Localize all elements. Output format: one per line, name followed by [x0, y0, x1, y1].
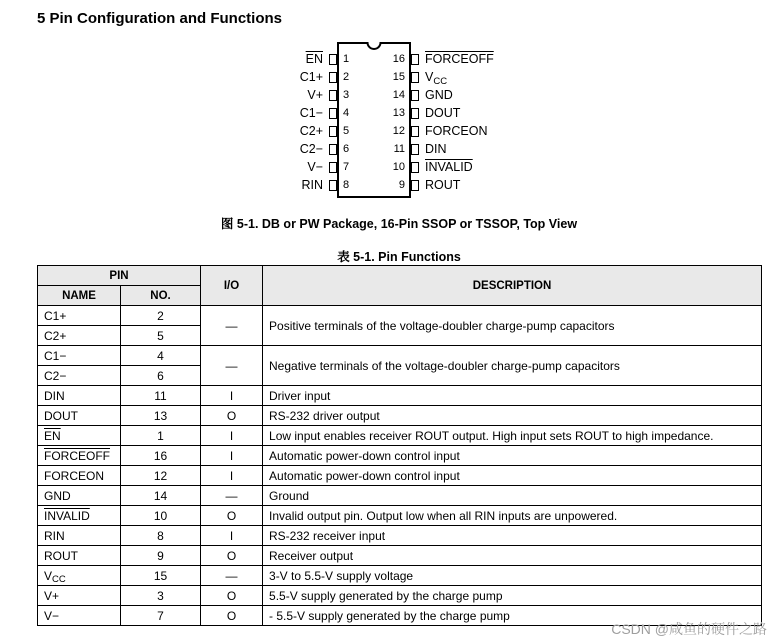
pin-io-cell: I — [201, 386, 263, 406]
header-no: NO. — [121, 286, 201, 306]
pin-io-cell: I — [201, 426, 263, 446]
pin-io-cell: — — [201, 566, 263, 586]
table-row — [38, 446, 762, 466]
pin-name-cell: V− — [38, 606, 121, 626]
pin-number: 6 — [343, 143, 350, 155]
pin-name-cell: $\overline{EN}$ — [38, 426, 121, 446]
pin-desc-cell: Automatic power-down control input — [263, 446, 762, 466]
pin-row — [411, 176, 779, 194]
table-row — [38, 486, 762, 506]
pin-row — [0, 176, 337, 194]
table-row — [38, 406, 762, 426]
table-caption: 表 5-1. Pin Functions — [337, 250, 461, 264]
pin-no-cell: 3 — [121, 586, 201, 606]
right-pin-labels — [411, 50, 779, 194]
pin-no-cell: 5 — [121, 326, 201, 346]
pin-desc-cell: Invalid output pin. Output low when all RIN inputs are unpowered. — [263, 506, 762, 526]
header-description: DESCRIPTION — [263, 266, 762, 306]
pin-name-cell: C2+ — [38, 326, 121, 346]
pin-io-cell: I — [201, 526, 263, 546]
section-title: 5 Pin Configuration and Functions — [37, 10, 282, 27]
pin-row — [0, 140, 337, 158]
table-header-row — [38, 266, 762, 286]
pin-name-cell: RIN — [38, 526, 121, 546]
pin-number: 9 — [398, 179, 405, 191]
pin-row — [0, 86, 337, 104]
pin-row — [411, 50, 779, 68]
pin-no-cell: 13 — [121, 406, 201, 426]
pin-io-cell: I — [201, 446, 263, 466]
pin-label: INVALID — [425, 160, 473, 174]
pin-number: 16 — [392, 53, 405, 65]
pin-no-cell: 12 — [121, 466, 201, 486]
pin-no-cell: 11 — [121, 386, 201, 406]
pin-number: 14 — [392, 89, 405, 101]
pin-stub — [329, 72, 337, 83]
pin-name-cell: FORCEON — [38, 466, 121, 486]
table-row — [38, 526, 762, 546]
pin-io-cell: — — [201, 486, 263, 506]
pin-desc-cell: Low input enables receiver ROUT output. High input sets ROUT to high impedance. — [263, 426, 762, 446]
vcc-subscript: CC — [433, 75, 448, 87]
pin-label: V+ — [307, 88, 323, 102]
pin-row — [411, 122, 779, 140]
pin-label: DOUT — [425, 106, 461, 120]
table-row — [38, 566, 762, 586]
table-row — [38, 306, 762, 326]
pin-name-cell: C2− — [38, 366, 121, 386]
pin-no-cell: 9 — [121, 546, 201, 566]
pin-stub — [411, 162, 419, 173]
pin-desc-cell: Receiver output — [263, 546, 762, 566]
pin-io-cell: O — [201, 406, 263, 426]
pin-no-cell: 10 — [121, 506, 201, 526]
pin-io-cell: — — [201, 346, 263, 386]
pin-row — [0, 50, 337, 68]
pin-row — [411, 104, 779, 122]
table-row — [38, 346, 762, 366]
pin-label: V− — [307, 160, 323, 174]
pin-no-cell: 16 — [121, 446, 201, 466]
pin-stub — [411, 180, 419, 191]
pin-label: C1+ — [299, 70, 323, 84]
pin-io-cell: I — [201, 466, 263, 486]
pin-desc-cell: Ground — [263, 486, 762, 506]
pin-io-cell: O — [201, 546, 263, 566]
pin-stub — [411, 54, 419, 65]
pin-io-cell: O — [201, 586, 263, 606]
right-pin-numbers — [337, 50, 405, 194]
pin-desc-cell: - 5.5-V supply generated by the charge pump — [263, 606, 762, 626]
pin-label: FORCEOFF — [425, 52, 494, 66]
pin1-notch-icon — [367, 42, 382, 50]
pin-name-cell: DIN — [38, 386, 121, 406]
pin-label: $V_{CC}$ — [425, 70, 448, 87]
pin-desc-cell: RS-232 driver output — [263, 406, 762, 426]
pin-row — [411, 140, 779, 158]
pin-label: C1− — [299, 106, 323, 120]
header-pin: PIN — [38, 266, 201, 286]
pin-row — [0, 122, 337, 140]
pin-label: FORCEON — [425, 124, 488, 138]
header-name: NAME — [38, 286, 121, 306]
pin-name-cell: $V_{CC}$ — [38, 566, 121, 586]
pin-no-cell: 14 — [121, 486, 201, 506]
left-pin-labels — [0, 50, 337, 194]
pin-stub — [329, 126, 337, 137]
pin-number: 10 — [392, 161, 405, 173]
table-row — [38, 586, 762, 606]
pin-functions-table — [37, 265, 762, 626]
pin-name-cell: ROUT — [38, 546, 121, 566]
pin-io-cell: — — [201, 306, 263, 346]
pin-row — [411, 68, 779, 86]
table-row — [38, 546, 762, 566]
pin-row — [411, 158, 779, 176]
pin-number: 3 — [343, 89, 350, 101]
figure-caption: 图 5-1. DB or PW Package, 16-Pin SSOP or TSSOP, Top View — [220, 217, 578, 231]
pin-label: GND — [425, 88, 453, 102]
pin-no-cell: 4 — [121, 346, 201, 366]
table-row — [38, 466, 762, 486]
pin-no-cell: 6 — [121, 366, 201, 386]
pin-stub — [329, 54, 337, 65]
pin-number: 11 — [393, 143, 405, 155]
pin-desc-cell: Automatic power-down control input — [263, 466, 762, 486]
pin-stub — [329, 90, 337, 101]
pin-stub — [329, 180, 337, 191]
pin-desc-cell: Negative terminals of the voltage-doubler charge-pump capacitors — [263, 346, 762, 386]
pin-name-cell: FORCEOFF — [38, 446, 121, 466]
pin-name-cell: C1+ — [38, 306, 121, 326]
pin-stub — [411, 90, 419, 101]
pin-number: 4 — [343, 107, 350, 119]
pin-stub — [411, 72, 419, 83]
pin-no-cell: 7 — [121, 606, 201, 626]
pin-label: C2− — [299, 142, 323, 156]
vcc-subscript: CC — [52, 574, 66, 585]
pin-stub — [329, 144, 337, 155]
pin-name-cell: INVALID — [38, 506, 121, 526]
pin-number: 2 — [343, 71, 350, 83]
pin-no-cell: 8 — [121, 526, 201, 546]
pin-label: RIN — [301, 178, 323, 192]
pin-number: 1 — [343, 53, 350, 65]
table-row — [38, 506, 762, 526]
pin-desc-cell: RS-232 receiver input — [263, 526, 762, 546]
pin-number: 15 — [392, 71, 405, 83]
pin-io-cell: O — [201, 606, 263, 626]
pin-number: 5 — [343, 125, 350, 137]
pin-label: DIN — [425, 142, 447, 156]
pin-row — [0, 68, 337, 86]
header-io: I/O — [201, 266, 263, 306]
pin-name-cell: C1− — [38, 346, 121, 366]
pin-name-cell: DOUT — [38, 406, 121, 426]
pin-row — [0, 104, 337, 122]
pin-io-cell: O — [201, 506, 263, 526]
pin-desc-cell: 3-V to 5.5-V supply voltage — [263, 566, 762, 586]
pin-stub — [329, 162, 337, 173]
pin-desc-cell: 5.5-V supply generated by the charge pump — [263, 586, 762, 606]
pin-stub — [411, 144, 419, 155]
table-row — [38, 426, 762, 446]
pin-label: ROUT — [425, 178, 461, 192]
pin-stub — [329, 108, 337, 119]
table-row — [38, 386, 762, 406]
csdn-watermark: CSDN @咸鱼的硬件之路 — [611, 621, 767, 637]
pin-number: 13 — [392, 107, 405, 119]
pin-number: 12 — [392, 125, 405, 137]
pin-no-cell: 15 — [121, 566, 201, 586]
pin-label: C2+ — [299, 124, 323, 138]
pin-name-cell: GND — [38, 486, 121, 506]
pin-number: 8 — [343, 179, 350, 191]
pin-desc-cell: Positive terminals of the voltage-doubler charge-pump capacitors — [263, 306, 762, 346]
pin-name-cell: V+ — [38, 586, 121, 606]
pin-row — [411, 86, 779, 104]
pin-stub — [411, 108, 419, 119]
pin-stub — [411, 126, 419, 137]
pin-number: 7 — [343, 161, 350, 173]
pin-no-cell: 2 — [121, 306, 201, 326]
pin-no-cell: 1 — [121, 426, 201, 446]
pin-row — [0, 158, 337, 176]
pin-label: $\overline{EN}$ — [305, 52, 323, 66]
pin-desc-cell: Driver input — [263, 386, 762, 406]
